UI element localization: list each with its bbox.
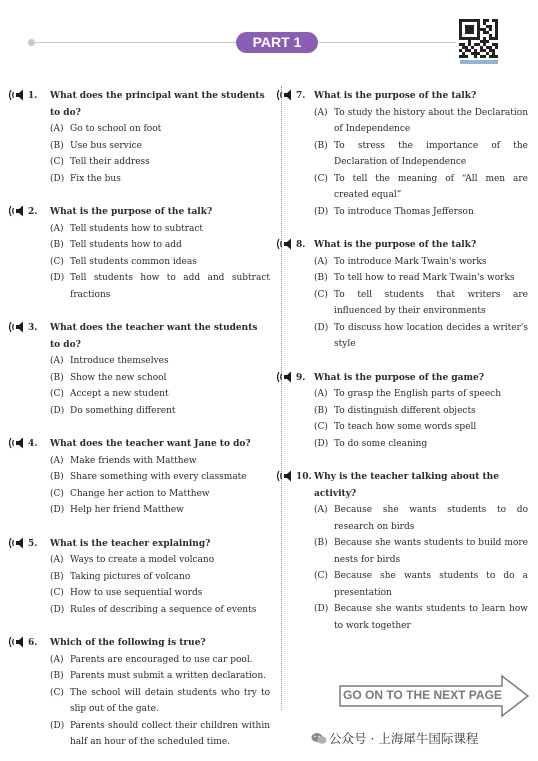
question-row — [276, 370, 528, 387]
speaker-icon[interactable] — [276, 370, 296, 386]
option-letter: (D) — [50, 405, 65, 416]
option-letter: (D) — [50, 720, 65, 731]
question-text: What is the teacher explaining? — [50, 538, 211, 549]
option-text: Rules of describing a sequence of events — [70, 604, 257, 615]
option-text: To do some cleaning — [334, 438, 428, 449]
option-letter: (C) — [314, 571, 328, 581]
answer-option[interactable] — [50, 386, 270, 403]
option-letter: (A) — [314, 505, 328, 515]
option-letter: (C) — [314, 289, 328, 300]
option-letter: (B) — [50, 571, 64, 582]
answer-option[interactable] — [314, 403, 528, 420]
part-title: PART 1 — [236, 32, 318, 53]
answer-option[interactable] — [50, 718, 270, 751]
option-letter: (B) — [314, 273, 328, 283]
option-letter: (A) — [50, 555, 64, 565]
option-letter: (C) — [50, 157, 64, 167]
option-letter: (C) — [50, 687, 64, 698]
option-letter: (B) — [314, 538, 328, 548]
left-column — [8, 88, 270, 751]
option-text: To tell students that writers are influenced by their environments — [334, 289, 528, 316]
option-text: Use bus service — [70, 140, 143, 151]
answer-option[interactable] — [314, 436, 528, 453]
answer-option[interactable] — [314, 568, 528, 601]
option-letter: (B) — [314, 405, 328, 416]
option-text: Make friends with Matthew — [70, 455, 197, 466]
answer-option[interactable] — [314, 502, 528, 535]
option-text: Because she wants students to do research on birds — [334, 505, 528, 532]
answer-option[interactable] — [314, 138, 528, 171]
option-letter: (D) — [314, 322, 329, 333]
answer-option[interactable] — [314, 386, 528, 403]
option-text: Parents must submit a written declaration. — [70, 671, 266, 681]
option-text: How to use sequential words — [70, 588, 203, 598]
question-text: What is the purpose of the talk? — [314, 240, 477, 250]
question-text: What does the teacher want Jane to do? — [50, 439, 251, 449]
answer-option[interactable] — [314, 419, 528, 436]
option-letter: (A) — [50, 223, 64, 234]
watermark — [311, 729, 478, 748]
answer-option[interactable] — [314, 287, 528, 320]
question-text: What is the purpose of the talk? — [50, 207, 213, 217]
option-text: The school will detain students who try to slip out of the gate. — [70, 687, 270, 714]
question-text: Why is the teacher talking about the activity? — [314, 472, 499, 499]
answer-option[interactable] — [314, 254, 528, 271]
option-text: Go to school on foot — [70, 124, 162, 134]
option-text: Taking pictures of volcano — [70, 571, 191, 582]
option-text: Tell students common ideas — [70, 256, 197, 267]
question-10 — [276, 469, 528, 634]
option-text: To teach how some words spell — [334, 422, 477, 432]
answer-option[interactable] — [314, 270, 528, 287]
question-2 — [8, 204, 270, 303]
answer-option[interactable] — [50, 270, 270, 303]
answer-option[interactable] — [314, 171, 528, 204]
question-row — [8, 536, 270, 553]
option-text: To tell how to read Mark Twain's works — [334, 273, 515, 283]
qr-code-icon — [458, 18, 500, 66]
answer-option[interactable] — [50, 602, 270, 619]
next-page-label: GO ON TO THE NEXT PAGE — [343, 688, 502, 702]
option-letter: (C) — [50, 256, 64, 267]
question-3 — [8, 320, 270, 419]
option-letter: (C) — [50, 389, 64, 399]
speaker-icon[interactable] — [8, 436, 28, 452]
speaker-icon[interactable] — [8, 536, 28, 552]
answer-option[interactable] — [314, 601, 528, 634]
option-letter: (B) — [50, 140, 64, 151]
answer-option[interactable] — [50, 154, 270, 171]
answer-option[interactable] — [50, 370, 270, 387]
question-1 — [8, 88, 270, 187]
question-number: 6. — [28, 638, 38, 648]
option-letter: (B) — [50, 472, 64, 482]
answer-option[interactable] — [50, 585, 270, 602]
option-letter: (A) — [50, 455, 64, 466]
option-letter: (C) — [314, 173, 328, 184]
option-text: Parents should collect their children within half an hour of the scheduled time. — [70, 720, 270, 747]
option-letter: (C) — [50, 588, 64, 598]
option-text: Share something with every classmate — [70, 472, 247, 482]
question-number: 7. — [296, 91, 306, 101]
question-row — [8, 635, 270, 652]
option-text: Because she wants students to learn how to work together — [334, 604, 528, 631]
header-rule-right — [318, 42, 456, 43]
question-text: Which of the following is true? — [50, 638, 206, 648]
question-row — [8, 436, 270, 453]
option-letter: (C) — [50, 488, 64, 499]
option-text: Change her action to Matthew — [70, 488, 210, 499]
question-row — [276, 237, 528, 254]
answer-option[interactable] — [50, 138, 270, 155]
answer-option[interactable] — [50, 254, 270, 271]
option-letter: (B) — [50, 372, 64, 383]
option-letter: (A) — [314, 107, 328, 118]
option-text: Ways to create a model volcano — [70, 555, 215, 565]
option-text: Accept a new student — [70, 389, 169, 399]
answer-option[interactable] — [50, 221, 270, 238]
wechat-icon — [311, 732, 327, 748]
option-text: Because she wants students to build more nests for birds — [334, 538, 528, 565]
option-text: Because she wants students to do a presentation — [334, 571, 528, 598]
answer-option[interactable] — [314, 105, 528, 138]
question-7 — [276, 88, 528, 220]
option-text: To introduce Thomas Jefferson — [334, 206, 474, 217]
speaker-icon[interactable] — [276, 469, 296, 485]
answer-option[interactable] — [50, 685, 270, 718]
question-row — [276, 88, 528, 105]
question-9 — [276, 370, 528, 453]
option-text: Tell students how to subtract — [70, 223, 204, 234]
question-number: 5. — [28, 538, 38, 549]
question-row — [8, 320, 270, 353]
option-text: Tell students how to add — [70, 240, 182, 250]
answer-option[interactable] — [50, 453, 270, 470]
speaker-icon[interactable] — [8, 635, 28, 651]
answer-option[interactable] — [314, 535, 528, 568]
header-rule-left — [30, 42, 236, 43]
option-text: Do something different — [70, 405, 176, 416]
question-number: 4. — [28, 439, 38, 449]
answer-option[interactable] — [50, 502, 270, 519]
speaker-icon[interactable] — [8, 88, 28, 104]
option-letter: (A) — [50, 356, 64, 366]
question-row — [8, 204, 270, 221]
question-text: What is the purpose of the game? — [314, 372, 484, 383]
question-number: 10. — [296, 472, 312, 482]
option-text: Help her friend Matthew — [70, 505, 184, 515]
option-text: To tell the meaning of “All men are created equal” — [334, 173, 528, 200]
question-number: 9. — [296, 372, 306, 383]
option-letter: (D) — [50, 173, 65, 184]
question-5 — [8, 536, 270, 619]
question-number: 2. — [28, 207, 38, 217]
answer-option[interactable] — [50, 552, 270, 569]
question-6 — [8, 635, 270, 751]
speaker-icon[interactable] — [276, 237, 296, 253]
answer-option[interactable] — [50, 121, 270, 138]
option-text: To discuss how location decides a writer's style — [334, 322, 528, 349]
question-4 — [8, 436, 270, 519]
option-text: To introduce Mark Twain's works — [334, 256, 487, 267]
speaker-icon[interactable] — [276, 88, 296, 104]
answer-option[interactable] — [50, 569, 270, 586]
answer-option[interactable] — [50, 486, 270, 503]
option-text: To stress the importance of the Declaration of Independence — [334, 140, 528, 167]
question-8 — [276, 237, 528, 353]
right-column — [276, 88, 528, 634]
option-letter: (B) — [50, 671, 64, 681]
option-letter: (A) — [50, 654, 64, 665]
answer-option[interactable] — [314, 204, 528, 221]
answer-option[interactable] — [50, 171, 270, 188]
option-text: Tell students how to add and subtract fractions — [70, 273, 270, 300]
option-letter: (B) — [50, 240, 64, 250]
option-letter: (A) — [314, 389, 328, 399]
question-text: What does the principal want the students to do? — [50, 91, 265, 118]
option-letter: (D) — [50, 273, 65, 283]
answer-option[interactable] — [50, 469, 270, 486]
question-text: What is the purpose of the talk? — [314, 91, 477, 101]
answer-option[interactable] — [50, 668, 270, 685]
speaker-icon[interactable] — [8, 204, 28, 220]
answer-option[interactable] — [314, 320, 528, 353]
option-letter: (D) — [314, 604, 329, 614]
option-letter: (C) — [314, 422, 328, 432]
watermark-text: 公众号 · 上海犀牛国际课程 — [329, 731, 479, 746]
question-row — [276, 469, 528, 502]
option-letter: (A) — [50, 124, 64, 134]
option-letter: (D) — [50, 604, 65, 615]
option-letter: (D) — [314, 206, 329, 217]
answer-option[interactable] — [50, 652, 270, 669]
option-letter: (D) — [50, 505, 65, 515]
option-text: To study the history about the Declaration of Independence — [334, 107, 528, 134]
question-row — [8, 88, 270, 121]
answer-option[interactable] — [50, 353, 270, 370]
option-letter: (B) — [314, 140, 328, 151]
question-number: 8. — [296, 240, 306, 250]
answer-option[interactable] — [50, 403, 270, 420]
option-text: Show the new school — [70, 372, 167, 383]
option-letter: (A) — [314, 256, 328, 267]
option-text: To grasp the English parts of speech — [334, 389, 502, 399]
option-text: Introduce themselves — [70, 356, 169, 366]
speaker-icon[interactable] — [8, 320, 28, 336]
option-text: Tell their address — [70, 157, 150, 167]
question-number: 3. — [28, 323, 38, 333]
option-text: Parents are encouraged to use car pool. — [70, 654, 253, 665]
option-text: Fix the bus — [70, 173, 121, 184]
question-number: 1. — [28, 91, 38, 101]
option-letter: (D) — [314, 438, 329, 449]
answer-option[interactable] — [50, 237, 270, 254]
option-text: To distinguish different objects — [334, 405, 476, 416]
question-text: What does the teacher want the students to do? — [50, 323, 258, 350]
